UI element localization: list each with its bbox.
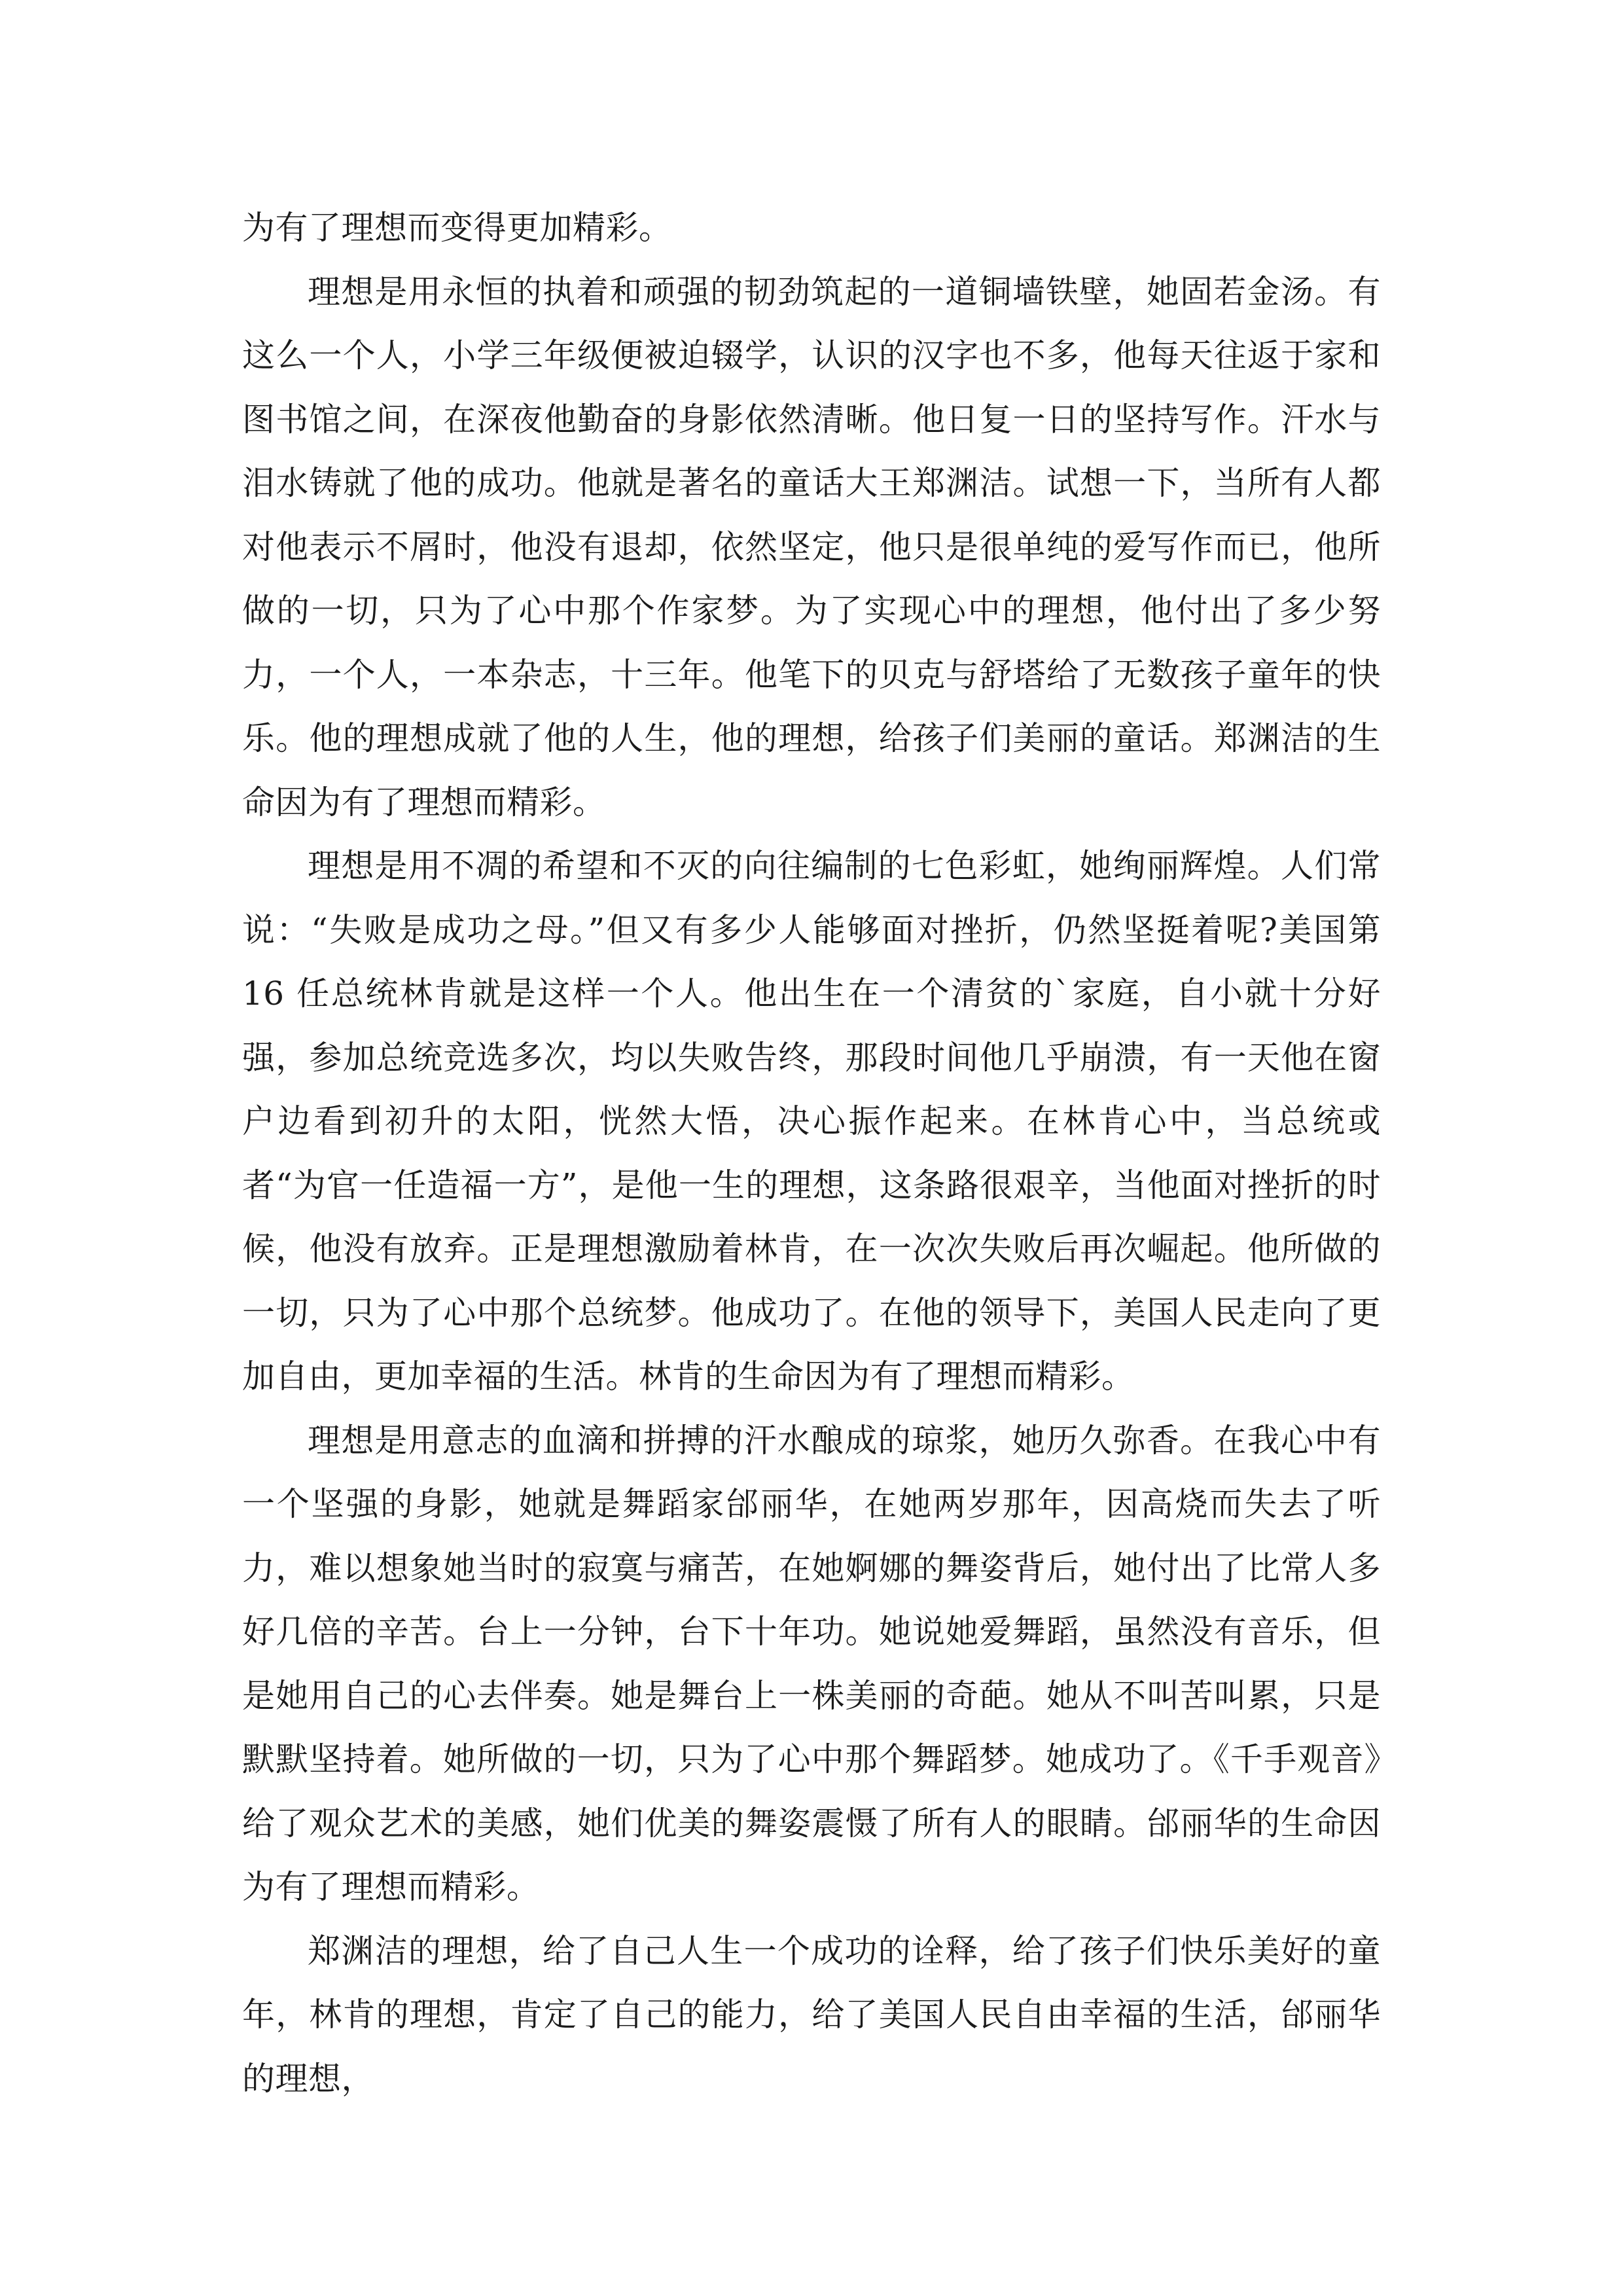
paragraph-5: 郑渊洁的理想，给了自己人生一个成功的诠释，给了孩子们快乐美好的童年，林肯的理想，肯定了自己的能力，给了美国人民自由幸福的生活，邰丽华的理想， bbox=[242, 1931, 1381, 2098]
paragraph-3: 理想是用不凋的希望和不灭的向往编制的七色彩虹，她绚丽辉煌。人们常说：“失败是成功之母。”但又有多少人能够面对挫折，仍然坚挺着呢?美国第 16 任总统林肯就是这样一个人。他出生在一个清贫的`家庭，自小就十分好强，参加总统竞选多次，均以失败告终，那段时间他几乎崩溃，有一天他在窗户边看到初升的太阳，恍然大悟，决心振作起来。在林肯心中，当总统或者“为官一任造福一方”，是他一生的理想，这条路很艰辛，当他面对挫折的时候，他没有放弃。正是理想激励着林肯，在一次次失败后再次崛起。他所做的一切，只为了心中那个总统梦。他成功了。在他的领导下，美国人民走向了更加自由，更加幸福的生活。林肯的生命因为有了理想而精彩。 bbox=[242, 847, 1381, 1395]
paragraph-1: 为有了理想而变得更加精彩。 bbox=[242, 209, 672, 247]
essay-body bbox=[242, 196, 1381, 2111]
paragraph-4: 理想是用意志的血滴和拼搏的汗水酿成的琼浆，她历久弥香。在我心中有一个坚强的身影，她就是舞蹈家邰丽华，在她两岁那年，因高烧而失去了听力，难以想象她当时的寂寞与痛苦，在她婀娜的舞姿背后，她付出了比常人多好几倍的辛苦。台上一分钟，台下十年功。她说她爱舞蹈，虽然没有音乐，但是她用自己的心去伴奏。她是舞台上一株美丽的奇葩。她从不叫苦叫累，只是默默坚持着。她所做的一切，只为了心中那个舞蹈梦。她成功了。《千手观音》给了观众艺术的美感，她们优美的舞姿震慑了所有人的眼睛。邰丽华的生命因为有了理想而精彩。 bbox=[242, 1421, 1381, 1906]
paragraph-2: 理想是用永恒的执着和顽强的韧劲筑起的一道铜墙铁壁，她固若金汤。有这么一个人，小学三年级便被迫辍学，认识的汉字也不多，他每天往返于家和图书馆之间，在深夜他勤奋的身影依然清晰。他日复一日的坚持写作。汗水与泪水铸就了他的成功。他就是著名的童话大王郑渊洁。试想一下，当所有人都对他表示不屑时，他没有退却，依然坚定，他只是很单纯的爱写作而已，他所做的一切，只为了心中那个作家梦。为了实现心中的理想，他付出了多少努力，一个人，一本杂志，十三年。他笔下的贝克与舒塔给了无数孩子童年的快乐。他的理想成就了他的人生，他的理想，给孩子们美丽的童话。郑渊洁的生命因为有了理想而精彩。 bbox=[242, 272, 1381, 821]
